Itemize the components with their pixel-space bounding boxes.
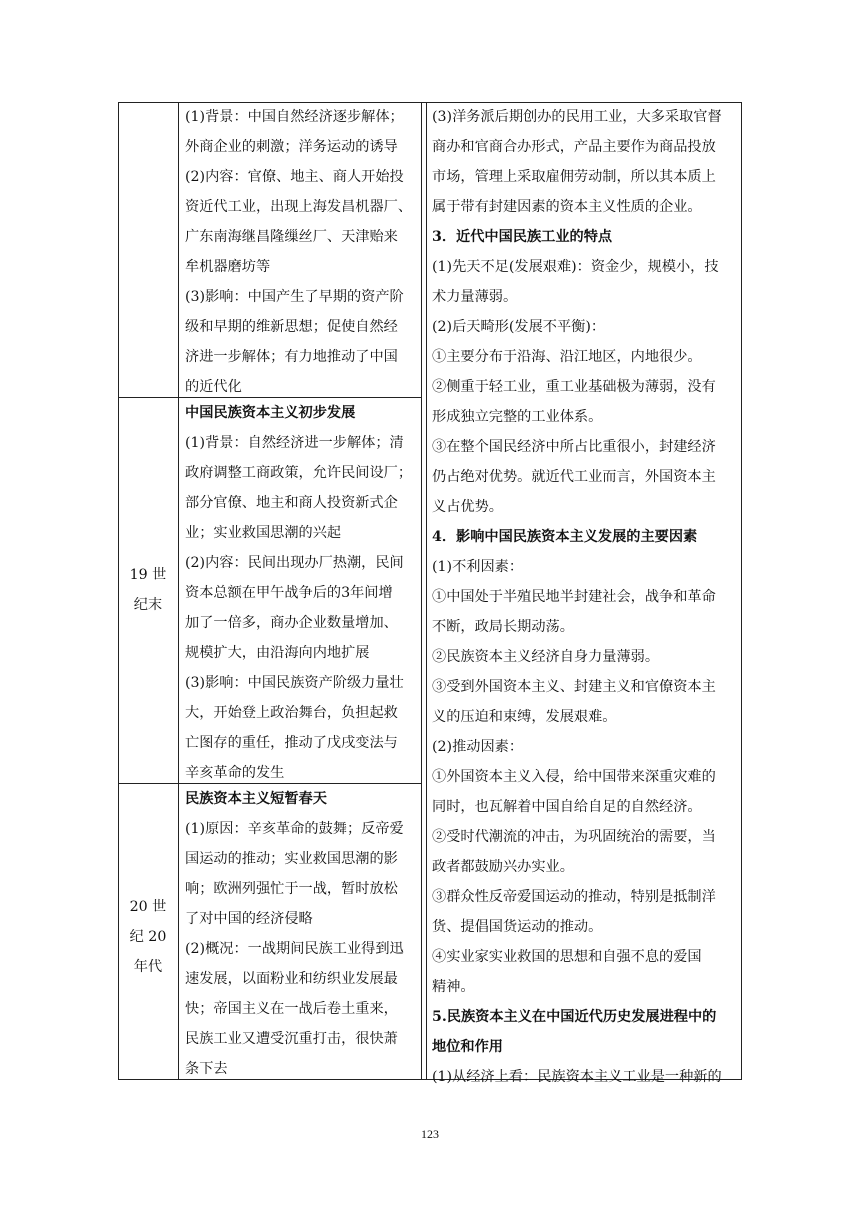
page-number: 123 [421, 1127, 439, 1141]
row-3-line: 条下去 [185, 1061, 228, 1077]
era-line: 年代 [133, 959, 163, 975]
right-text-line: 术力量薄弱。 [432, 289, 518, 305]
row-2-line: 大，开始登上政治舞台，负担起救 [185, 705, 398, 721]
row-1-line: 广东南海继昌隆缫丝厂、天津贻来 [185, 229, 398, 245]
row-3-line: 速发展，以面粉业和纺织业发展最 [185, 971, 398, 987]
right-heading-line: 3．近代中国民族工业的特点 [432, 229, 613, 245]
row-1-line: 外商企业的刺激；洋务运动的诱导 [185, 139, 398, 155]
row-3-line: (1)原因：辛亥革命的鼓舞；反帝爱 [185, 821, 404, 837]
row-1-line: 牟机器磨坊等 [185, 259, 271, 275]
row-2-line: (1)背景：自然经济进一步解体；清 [185, 435, 404, 451]
row-2-line: 规模扩大，由沿海向内地扩展 [185, 645, 370, 661]
row-3-line: 了对中国的经济侵略 [185, 911, 313, 927]
row-1-line: 济进一步解体；有力地推动了中国 [185, 349, 398, 365]
row-2-line: 业；实业救国思潮的兴起 [185, 525, 342, 541]
right-column-content [432, 102, 740, 1092]
era-label-1920s [118, 892, 178, 982]
right-text-line: (3)洋务派后期创办的民用工业，大多采取官督 [432, 109, 722, 125]
right-text-line: ③群众性反帝爱国运动的推动，特别是抵制洋 [432, 889, 716, 905]
right-text-line: (2)推动因素： [432, 739, 524, 755]
right-text-line: 商办和官商合办形式，产品主要作为商品投放 [432, 139, 716, 155]
row-3-line: (2)概况：一战期间民族工业得到迅 [185, 941, 404, 957]
middle-column-divider-left [421, 102, 422, 1080]
row-3-line: 国运动的推动；实业救国思潮的影 [185, 851, 398, 867]
right-text-line: 不断，政局长期动荡。 [432, 619, 574, 635]
era-line: 19 世 [129, 567, 167, 583]
era-line: 20 世 [129, 899, 167, 915]
middle-column-divider-right [426, 102, 427, 1080]
row-1-line: (2)内容：官僚、地主、商人开始投 [185, 169, 404, 185]
right-text-line: 市场，管理上采取雇佣劳动制，所以其本质上 [432, 169, 716, 185]
right-text-line: (1)先天不足(发展艰难)：资金少，规模小，技 [432, 259, 719, 275]
right-text-line: ①外国资本主义入侵，给中国带来深重灾难的 [432, 769, 716, 785]
right-text-line: 义的压迫和束缚，发展艰难。 [432, 709, 617, 725]
row-2-line: 政府调整工商政策，允许民间设厂； [185, 465, 413, 481]
right-text-line: 形成独立完整的工业体系。 [432, 409, 603, 425]
right-text-line: (1)不利因素： [432, 559, 524, 575]
row-2-line: 加了一倍多，商办企业数量增加、 [185, 615, 398, 631]
right-text-line: 属于带有封建因素的资本主义性质的企业。 [432, 199, 702, 215]
row-3-line: 响；欧洲列强忙于一战，暂时放松 [185, 881, 398, 897]
era-label-19th-century-end [118, 560, 178, 620]
row-2-line: 亡图存的重任，推动了戊戌变法与 [185, 735, 398, 751]
right-heading-line: 地位和作用 [432, 1039, 503, 1055]
row-2-line: 资本总额在甲午战争后的3年间增 [185, 585, 393, 601]
row-2-line: (3)影响：中国民族资产阶级力量壮 [185, 675, 404, 691]
row-3-content [185, 784, 417, 1084]
right-text-line: 同时，也瓦解着中国自给自足的自然经济。 [432, 799, 702, 815]
content-table [118, 102, 742, 1085]
row-2-heading: 中国民族资本主义初步发展 [185, 405, 356, 421]
right-text-line: 精神。 [432, 979, 475, 995]
right-text-line: ②侧重于轻工业，重工业基础极为薄弱，没有 [432, 379, 716, 395]
right-text-line: 仍占绝对优势。就近代工业而言，外国资本主 [432, 469, 716, 485]
right-text-line: ②受时代潮流的冲击，为巩固统治的需要，当 [432, 829, 716, 845]
era-line: 纪末 [133, 597, 163, 613]
right-heading-line: 5.民族资本主义在中国近代历史发展进程中的 [432, 1009, 717, 1025]
row-1-line: 级和早期的维新思想；促使自然经 [185, 319, 398, 335]
right-text-line: 政者都鼓励兴办实业。 [432, 859, 574, 875]
right-text-line: ③受到外国资本主义、封建主义和官僚资本主 [432, 679, 716, 695]
right-text-line: ③在整个国民经济中所占比重很小，封建经济 [432, 439, 716, 455]
right-text-line: (1)从经济上看：民族资本主义工业是一种新的 [432, 1069, 722, 1085]
right-text-line: 货、提倡国货运动的推动。 [432, 919, 603, 935]
row-1-content [185, 102, 417, 402]
right-text-line: ①中国处于半殖民地半封建社会，战争和革命 [432, 589, 716, 605]
row-2-line: 部分官僚、地主和商人投资新式企 [185, 495, 398, 511]
right-text-line: ①主要分布于沿海、沿江地区，内地很少。 [432, 349, 702, 365]
row-1-line: 的近代化 [185, 379, 242, 395]
right-heading-line: 4．影响中国民族资本主义发展的主要因素 [432, 529, 698, 545]
row-1-line: (3)影响：中国产生了早期的资产阶 [185, 289, 404, 305]
row-3-line: 民族工业又遭受沉重打击，很快萧 [185, 1031, 398, 1047]
row-2-content [185, 398, 417, 788]
row-1-line: (1)背景：中国自然经济逐步解体； [185, 109, 404, 125]
row-2-line: 辛亥革命的发生 [185, 765, 285, 781]
era-line: 纪 20 [129, 929, 167, 945]
row-1-line: 资近代工业，出现上海发昌机器厂、 [185, 199, 413, 215]
right-text-line: ④实业家实业救国的思想和自强不息的爱国 [432, 949, 702, 965]
era-column-divider [178, 102, 179, 1080]
row-3-heading: 民族资本主义短暂春天 [185, 791, 327, 807]
row-2-line: (2)内容：民间出现办厂热潮，民间 [185, 555, 404, 571]
right-text-line: (2)后天畸形(发展不平衡)： [432, 319, 606, 335]
row-3-line: 快；帝国主义在一战后卷土重来， [185, 1001, 398, 1017]
right-text-line: 义占优势。 [432, 499, 503, 515]
right-text-line: ②民族资本主义经济自身力量薄弱。 [432, 649, 660, 665]
